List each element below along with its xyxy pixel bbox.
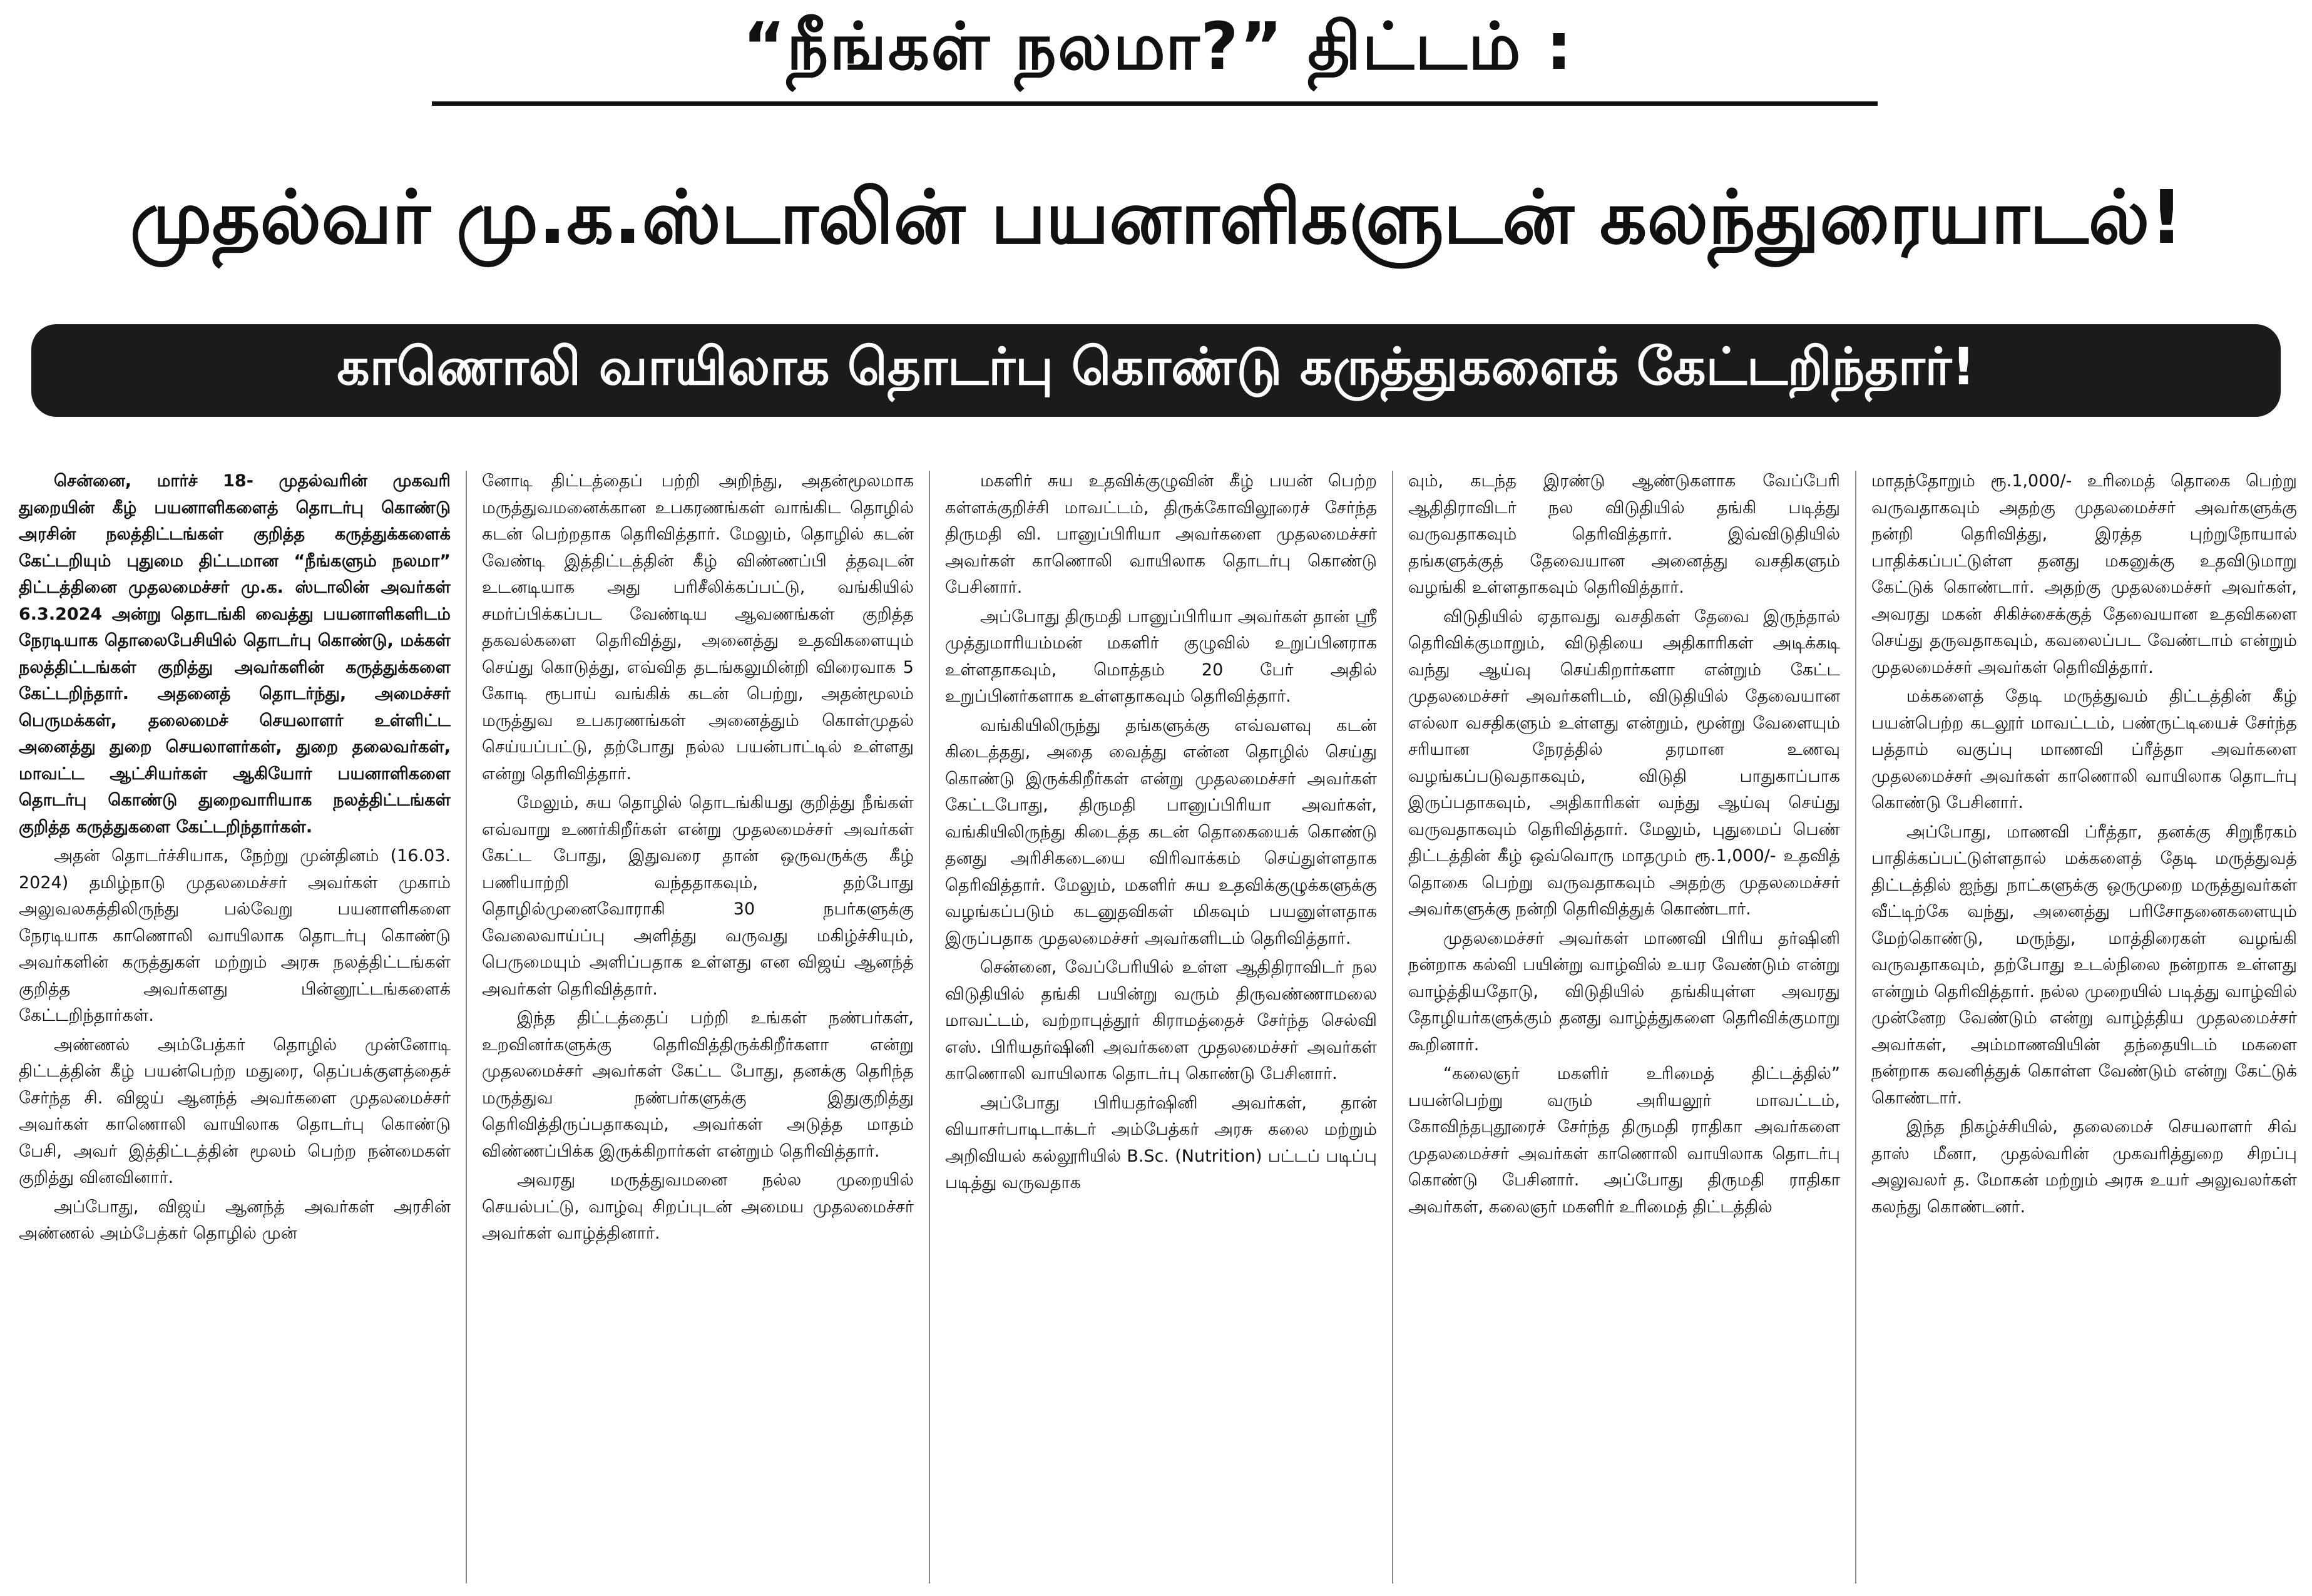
body-paragraph: மக்களைத் தேடி மருத்துவம் திட்டத்தின் கீழ் பயன்பெற்ற கடலூர் மாவட்டம், பண்ருட்டியைச் சேர்ந்த பத்தாம் வகுப்பு மாணவி ப்ரீத்தா அவர்களை முதலமைச்சர் அவர்கள் காணொலி வாயிலாக தொடர்பு கொண்டு பேசினார். [1871,687,2297,812]
body-paragraph: அப்போது, மாணவி ப்ரீத்தா, தனக்கு சிறுநீரகம் பாதிக்கப்பட்டுள்ளதால் மக்களைத் தேடி மருத்துவத் திட்டத்தில் ஐந்து நாட்களுக்கு ஒருமுறை மருத்துவர்கள் வீட்டிற்கே வந்து, அனைத்து பரிசோதனைகளையும் மேற்கொண்டு, மருந்து, மாத்திரைகள் வழங்கி வருவதாகவும், தற்போது உடல்நிலை நன்றாக உள்ளது என்றும் தெரிவித்தார். நல்ல முறையில் படித்து வாழ்வில் முன்னேற வேண்டும் என்று வாழ்த்திய முதலமைச்சர் அவர்கள், அம்மாணவியின் தந்தையிடம் மகளை நன்றாக கவனித்துக் கொள்ள வேண்டும் என்று கேட்டுக் கொண்டார். [1871,822,2297,1108]
article-column-5 [1871,468,2297,1588]
article-headline: முதல்வர் மு.க.ஸ்டாலின் பயனாளிகளுடன் கலந்துரையாடல்! [130,174,2184,260]
column-divider [1855,471,1856,1583]
column-divider [1392,471,1393,1583]
article-subheadline-banner: காணொலி வாயிலாக தொடர்பு கொண்டு கருத்துகளைக் கேட்டறிந்தார்! [31,324,2281,417]
body-paragraph: அதன் தொடர்ச்சியாக, நேற்று முன்தினம் (16.03. 2024) தமிழ்நாடு முதலமைச்சர் அவர்கள் முகாம் அலுவலகத்திலிருந்து பல்வேறு பயனாளிகளை நேரடியாக காணொலி வாயிலாக தொடர்பு கொண்டு அவர்களின் கருத்துகள் மற்றும் அரசு நலத்திட்டங்கள் குறித்த அவர்களது பின்னூட்டங்களைக் கேட்டறிந்தார்கள். [19,846,451,1025]
body-paragraph: சென்னை, வேப்பேரியில் உள்ள ஆதிதிராவிடர் நல விடுதியில் தங்கி பயின்று வரும் திருவண்ணாமலை மாவட்டம், வற்றாபுத்தூர் கிராமத்தைச் சேர்ந்த செல்வி எஸ். பிரியதர்ஷினி அவர்களை முதலமைச்சர் அவர்கள் காணொலி வாயிலாக தொடர்பு கொண்டு பேசினார். [945,958,1377,1083]
body-paragraph: மேலும், சுய தொழில் தொடங்கியது குறித்து நீங்கள் எவ்வாறு உணர்கிறீர்கள் என்று முதலமைச்சர் அவர்கள் கேட்ட போது, இதுவரை தான் ஒருவருக்கு கீழ் பணியாற்றி வந்ததாகவும், தற்போது தொழில்முனைவோராகி 30 நபர்களுக்கு வேலைவாய்ப்பு அளித்து வருவது மகிழ்ச்சியும், பெருமையும் அளிப்பதாக உள்ளது என விஜய் ஆனந்த் அவர்கள் தெரிவித்தார். [482,793,914,999]
lead-paragraph: சென்னை, மார்ச் 18- முதல்வரின் முகவரி துறையின் கீழ் பயனாளிகளைத் தொடர்பு கொண்டு அரசின் நலத்திட்டங்கள் குறித்த கருத்துக்களைக் கேட்டறியும் புதுமை திட்டமான “நீங்களும் நலமா” திட்டத்தினை முதலமைச்சர் மு.க. ஸ்டாலின் அவர்கள் 6.3.2024 அன்று தொடங்கி வைத்து பயனாளிகளிடம் நேரடியாக தொலைபேசியில் தொடர்பு கொண்டு, மக்கள் நலத்திட்டங்கள் குறித்து அவர்களின் கருத்துக்களை கேட்டறிந்தார். அதனைத் தொடர்ந்து, அமைச்சர் பெருமக்கள், தலைமைச் செயலாளர் உள்ளிட்ட அனைத்து துறை செயலாளர்கள், துறை தலைவர்கள், மாவட்ட ஆட்சியர்கள் ஆகியோர் பயனாளிகளை தொடர்பு கொண்டு துறைவாரியாக நலத்திட்டங்கள் குறித்த கருத்துகளை கேட்டறிந்தார்கள். [19,471,451,837]
body-paragraph: முதலமைச்சர் அவர்கள் மாணவி பிரிய தர்ஷினி நன்றாக கல்வி பயின்று வாழ்வில் உயர வேண்டும் என்று வாழ்த்தியதோடு, விடுதியில் தங்கியுள்ள அவரது தோழியர்களுக்கும் தனது வாழ்த்துகளை தெரிவிக்குமாறு கூறினார். [1408,928,1840,1055]
body-paragraph: னோடி திட்டத்தைப் பற்றி அறிந்து, அதன்மூலமாக மருத்துவமனைக்கான உபகரணங்கள் வாங்கிட தொழில் கடன் பெற்றதாக தெரிவித்தார். மேலும், தொழில் கடன் வேண்டி இத்திட்டத்தின் கீழ் விண்ணப்பி த்தவுடன் உடனடியாக அது பரிசீலிக்கப்பட்டு, வங்கியில் சமர்ப்பிக்கப்பட வேண்டிய ஆவணங்கள் குறித்த தகவல்களை தெரிவித்து, அனைத்து உதவிகளையும் செய்து கொடுத்து, எவ்வித தடங்கலுமின்றி விரைவாக 5 கோடி ரூபாய் வங்கிக் கடன் பெற்று, அதன்மூலம் மருத்துவ உபகரணங்கள் அனைத்தும் கொள்முதல் செய்யப்பட்டு, தற்போது நல்ல பயன்பாட்டில் உள்ளது என்று தெரிவித்தார். [482,471,914,784]
column-divider [929,471,930,1583]
kicker-underline [432,101,1878,106]
body-paragraph: விடுதியில் ஏதாவது வசதிகள் தேவை இருந்தால் தெரிவிக்குமாறும், விடுதியை அதிகாரிகள் அடிக்கடி வந்து ஆய்வு செய்கிறார்களா என்றும் கேட்ட முதலமைச்சர் அவர்களிடம், விடுதியில் தேவையான எல்லா வசதிகளும் உள்ளது என்றும், மூன்று வேளையும் சரியான நேரத்தில் தரமான உணவு வழங்கப்படுவதாகவும், விடுதி பாதுகாப்பாக இருப்பதாகவும், அதிகாரிகள் வந்து ஆய்வு செய்து வருவதாகவும் தெரிவித்தார். மேலும், புதுமைப் பெண் திட்டத்தின் கீழ் ஒவ்வொரு மாதமும் ரூ.1,000/- உதவித் தொகை பெற்று வருவதாகவும் அதற்கு முதலமைச்சர் அவர்களுக்கு நன்றி தெரிவித்துக் கொண்டார். [1408,606,1840,919]
body-paragraph: அப்போது பிரியதர்ஷினி அவர்கள், தான் வியாசர்பாடிடாக்டர் அம்பேத்கர் அரசு கலை மற்றும் அறிவியல் கல்லூரியில் B.Sc. (Nutrition) பட்டப் படிப்பு படித்து வருவதாக [945,1093,1377,1192]
body-paragraph: “கலைஞர் மகளிர் உரிமைத் திட்டத்தில்” பயன்பெற்று வரும் அரியலூர் மாவட்டம், கோவிந்தபுதூரைச் சேர்ந்த திருமதி ராதிகா அவர்களை முதலமைச்சர் அவர்கள் காணொலி வாயிலாக தொடர்பு கொண்டு பேசினார். அப்போது திருமதி ராதிகா அவர்கள், கலைஞர் மகளிர் உரிமைத் திட்டத்தில் [1408,1064,1840,1217]
article-column-1 [19,468,451,1588]
article-column-2 [482,468,914,1588]
body-paragraph: மகளிர் சுய உதவிக்குழுவின் கீழ் பயன் பெற்ற கள்ளக்குறிச்சி மாவட்டம், திருக்கோவிலூரைச் சேர்ந்த திருமதி வி. பானுப்பிரியா அவர்களை முதலமைச்சர் அவர்கள் காணொலி வாயிலாக தொடர்பு கொண்டு பேசினார். [945,471,1377,597]
body-paragraph: அவரது மருத்துவமனை நல்ல முறையில் செயல்பட்டு, வாழ்வு சிறப்புடன் அமைய முதலமைச்சர் அவர்கள் வாழ்த்தினார். [482,1170,914,1243]
article-column-3 [945,468,1377,1588]
column-divider [466,471,467,1583]
body-paragraph: அப்போது, விஜய் ஆனந்த் அவர்கள் அரசின் அண்ணல் அம்பேத்கர் தொழில் முன் [19,1197,451,1243]
body-paragraph: மாதந்தோறும் ரூ.1,000/- உரிமைத் தொகை பெற்று வருவதாகவும் அதற்கு முதலமைச்சர் அவர்களுக்கு நன்றி தெரிவித்து, இரத்த புற்றுநோயால் பாதிக்கப்பட்டுள்ள தனது மகனுக்கு உதவிடுமாறு கேட்டுக் கொண்டார். அதற்கு முதலமைச்சர் அவர்கள், அவரது மகன் சிகிச்சைக்குத் தேவையான உதவிகளை செய்து தருவதாகவும், கவலைப்பட வேண்டாம் என்றும் முதலமைச்சர் அவர்கள் தெரிவித்தார். [1871,471,2297,677]
article-kicker: “நீங்கள் நலமா?” திட்டம் : [742,8,1573,84]
body-paragraph: இந்த நிகழ்ச்சியில், தலைமைச் செயலாளர் சிவ் தாஸ் மீனா, முதல்வரின் முகவரித்துறை சிறப்பு அலுவலர் த. மோகன் மற்றும் அரசு உயர் அலுவலர்கள் கலந்து கொண்டனர். [1871,1117,2297,1217]
body-paragraph: அப்போது திருமதி பானுப்பிரியா அவர்கள் தான் ஸ்ரீ முத்துமாரியம்மன் மகளிர் குழுவில் உறுப்பினராக உள்ளதாகவும், மொத்தம் 20 பேர் அதில் உறுப்பினர்களாக உள்ளதாகவும் தெரிவித்தார். [945,606,1377,706]
article-column-4 [1408,468,1840,1588]
body-paragraph: வும், கடந்த இரண்டு ஆண்டுகளாக வேப்பேரி ஆதிதிராவிடர் நல விடுதியில் தங்கி படித்து வருவதாகவும் தெரிவித்தார். இவ்விடுதியில் தங்களுக்குத் தேவையான அனைத்து வசதிகளும் வழங்கி உள்ளதாகவும் தெரிவித்தார். [1408,471,1840,597]
body-paragraph: இந்த திட்டத்தைப் பற்றி உங்கள் நண்பர்கள், உறவினர்களுக்கு தெரிவித்திருக்கிறீர்களா என்று முதலமைச்சர் அவர்கள் கேட்ட போது, தனக்கு தெரிந்த மருத்துவ நண்பர்களுக்கு இதுகுறித்து தெரிவித்திருப்பதாகவும், அவர்கள் அடுத்த மாதம் விண்ணப்பிக்க இருக்கிறார்கள் என்றும் தெரிவித்தார். [482,1008,914,1161]
body-paragraph: அண்ணல் அம்பேத்கர் தொழில் முன்னோடி திட்டத்தின் கீழ் பயன்பெற்ற மதுரை, தெப்பக்குளத்தைச் சேர்ந்த சி. விஜய் ஆனந்த் அவர்களை முதலமைச்சர் அவர்கள் காணொலி வாயிலாக தொடர்பு கொண்டு பேசி, அவர் இத்திட்டத்தின் மூலம் பெற்ற நன்மைகள் குறித்து வினவினார். [19,1035,451,1187]
body-paragraph: வங்கியிலிருந்து தங்களுக்கு எவ்வளவு கடன் கிடைத்தது, அதை வைத்து என்ன தொழில் செய்து கொண்டு இருக்கிறீர்கள் என்று முதலமைச்சர் அவர்கள் கேட்டபோது, திருமதி பானுப்பிரியா அவர்கள், வங்கியிலிருந்து கிடைத்த கடன் தொகையைக் கொண்டு தனது அரிசிகடையை விரிவாக்கம் செய்துள்ளதாக தெரிவித்தார். மேலும், மகளிர் சுய உதவிக்குழுக்களுக்கு வழங்கப்படும் கடனுதவிகள் மிகவும் பயனுள்ளதாக இருப்பதாக முதலமைச்சர் அவர்களிடம் தெரிவித்தார். [945,715,1377,948]
